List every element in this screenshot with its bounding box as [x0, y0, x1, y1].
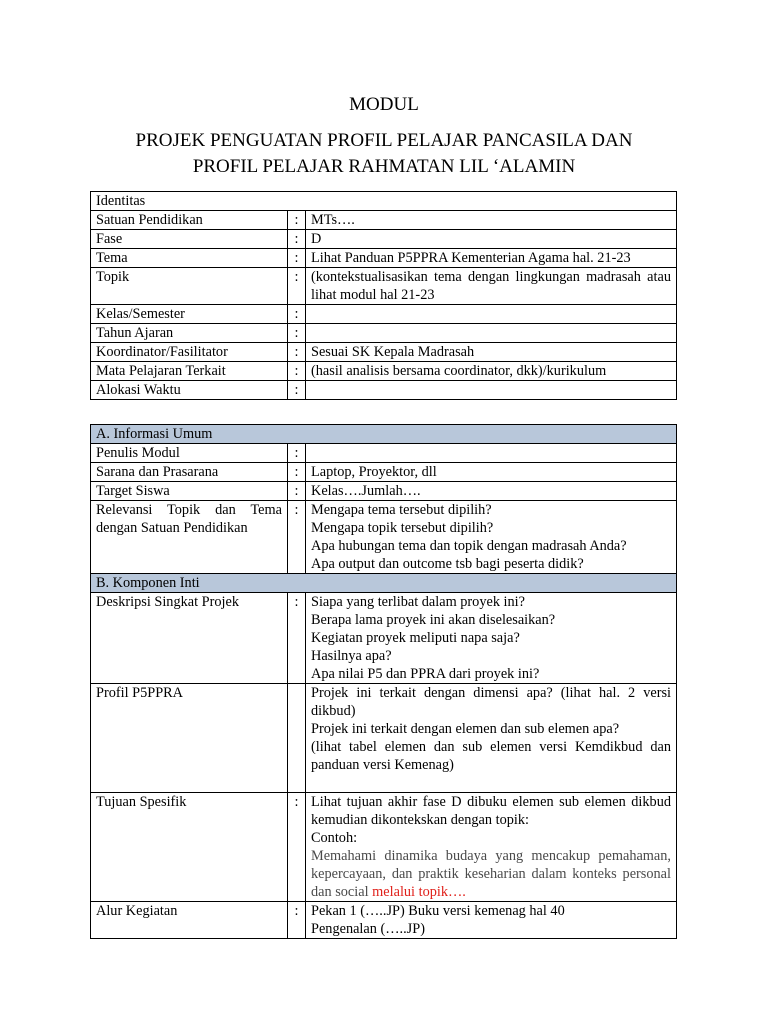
row-separator: :	[288, 381, 306, 400]
row-label: Mata Pelajaran Terkait	[91, 362, 288, 381]
row-label: Fase	[91, 230, 288, 249]
table-row	[91, 463, 677, 482]
row-label: Koordinator/Fasilitator	[91, 343, 288, 362]
table-row	[91, 381, 677, 400]
row-value	[306, 793, 677, 902]
row-value: MTs….	[306, 211, 677, 230]
value-line: Lihat tujuan akhir fase D dibuku elemen sub elemen dikbud kemudian dikontekskan dengan topik:	[311, 794, 671, 828]
value-line: Apa nilai P5 dan PPRA dari proyek ini?	[311, 666, 540, 682]
value-line: Kegiatan proyek meliputi napa saja?	[311, 630, 520, 646]
example-text-main: Memahami dinamika budaya yang mencakup pemahaman, kepercayaan, dan praktik keseharian dalam konteks personal dan social	[311, 848, 671, 900]
row-value	[306, 324, 677, 343]
identitas-heading-row	[91, 192, 677, 211]
row-value: Laptop, Proyektor, dll	[306, 463, 677, 482]
row-label: Tahun Ajaran	[91, 324, 288, 343]
row-value	[306, 305, 677, 324]
row-value: Lihat Panduan P5PPRA Kementerian Agama hal. 21-23	[306, 249, 677, 268]
table-row	[91, 444, 677, 463]
identitas-table	[90, 191, 677, 400]
row-separator: :	[288, 482, 306, 501]
value-line: Apa output dan outcome tsb bagi peserta didik?	[311, 556, 584, 572]
project-title-line-2: PROFIL PELAJAR RAHMATAN LIL ‘ALAMIN	[192, 156, 576, 177]
section-row-komponen-inti	[91, 574, 677, 593]
row-value: Kelas….Jumlah….	[306, 482, 677, 501]
table-row	[91, 482, 677, 501]
table-row	[91, 343, 677, 362]
module-title: MODUL	[349, 94, 419, 115]
row-value	[306, 501, 677, 574]
row-label: Kelas/Semester	[91, 305, 288, 324]
row-value	[306, 444, 677, 463]
value-line: (lihat tabel elemen dan sub elemen versi Kemdikbud dan panduan versi Kemenag)	[311, 739, 671, 773]
table-row	[91, 593, 677, 684]
row-separator: :	[288, 249, 306, 268]
row-value	[306, 902, 677, 939]
table-row	[91, 230, 677, 249]
value-line: Contoh:	[311, 830, 358, 846]
row-separator: :	[288, 211, 306, 230]
row-value	[306, 684, 677, 793]
table-row	[91, 268, 677, 305]
row-label: Relevansi Topik dan Tema dengan Satuan Pendidikan	[91, 501, 288, 574]
row-label: Tujuan Spesifik	[91, 793, 288, 902]
row-separator: :	[288, 362, 306, 381]
row-value: D	[306, 230, 677, 249]
row-label: Target Siswa	[91, 482, 288, 501]
row-label: Profil P5PPRA	[91, 684, 288, 793]
row-separator: :	[288, 230, 306, 249]
value-line: Pekan 1 (…..JP) Buku versi kemenag hal 40	[311, 903, 565, 919]
row-label: Satuan Pendidikan	[91, 211, 288, 230]
value-line: Hasilnya apa?	[311, 648, 392, 664]
section-heading-komponen-inti: B. Komponen Inti	[91, 574, 677, 593]
row-label: Tema	[91, 249, 288, 268]
row-separator	[288, 684, 306, 793]
module-content-table	[90, 424, 677, 939]
row-separator: :	[288, 444, 306, 463]
value-line: Projek ini terkait dengan elemen dan sub elemen apa?	[311, 721, 620, 737]
value-line: Mengapa tema tersebut dipilih?	[311, 502, 492, 518]
row-label: Penulis Modul	[91, 444, 288, 463]
row-value: (kontekstualisasikan tema dengan lingkungan madrasah atau lihat modul hal 21-23	[306, 268, 677, 305]
row-separator: :	[288, 593, 306, 684]
table-row	[91, 324, 677, 343]
row-value	[306, 593, 677, 684]
table-row	[91, 501, 677, 574]
row-value: Sesuai SK Kepala Madrasah	[306, 343, 677, 362]
value-line: Pengenalan (…..JP)	[311, 921, 425, 937]
value-line: Projek ini terkait dengan dimensi apa? (lihat hal. 2 versi dikbud)	[311, 685, 671, 719]
row-separator: :	[288, 343, 306, 362]
value-line: Siapa yang terlibat dalam proyek ini?	[311, 594, 525, 610]
table-row	[91, 211, 677, 230]
row-separator: :	[288, 305, 306, 324]
row-separator: :	[288, 324, 306, 343]
section-heading-informasi-umum: A. Informasi Umum	[91, 425, 677, 444]
row-label: Alokasi Waktu	[91, 381, 288, 400]
table-row	[91, 902, 677, 939]
row-label: Deskripsi Singkat Projek	[91, 593, 288, 684]
table-row	[91, 793, 677, 902]
value-line: Apa hubungan tema dan topik dengan madrasah Anda?	[311, 538, 627, 554]
value-line: Berapa lama proyek ini akan diselesaikan?	[311, 612, 556, 628]
example-text	[311, 847, 671, 901]
table-row	[91, 249, 677, 268]
project-title-line-1: PROJEK PENGUATAN PROFIL PELAJAR PANCASILA DAN	[135, 130, 633, 151]
row-separator: :	[288, 793, 306, 902]
row-label: Sarana dan Prasarana	[91, 463, 288, 482]
row-separator: :	[288, 463, 306, 482]
row-separator: :	[288, 268, 306, 305]
table-row	[91, 684, 677, 793]
row-value	[306, 381, 677, 400]
row-value: (hasil analisis bersama coordinator, dkk)/kurikulum	[306, 362, 677, 381]
table-row	[91, 305, 677, 324]
identitas-heading: Identitas	[91, 192, 677, 211]
table-row	[91, 362, 677, 381]
value-line: Mengapa topik tersebut dipilih?	[311, 520, 494, 536]
row-separator: :	[288, 902, 306, 939]
section-row-informasi-umum	[91, 425, 677, 444]
row-label: Topik	[91, 268, 288, 305]
row-label: Alur Kegiatan	[91, 902, 288, 939]
example-text-highlight: melalui topik….	[372, 884, 466, 900]
row-separator: :	[288, 501, 306, 574]
